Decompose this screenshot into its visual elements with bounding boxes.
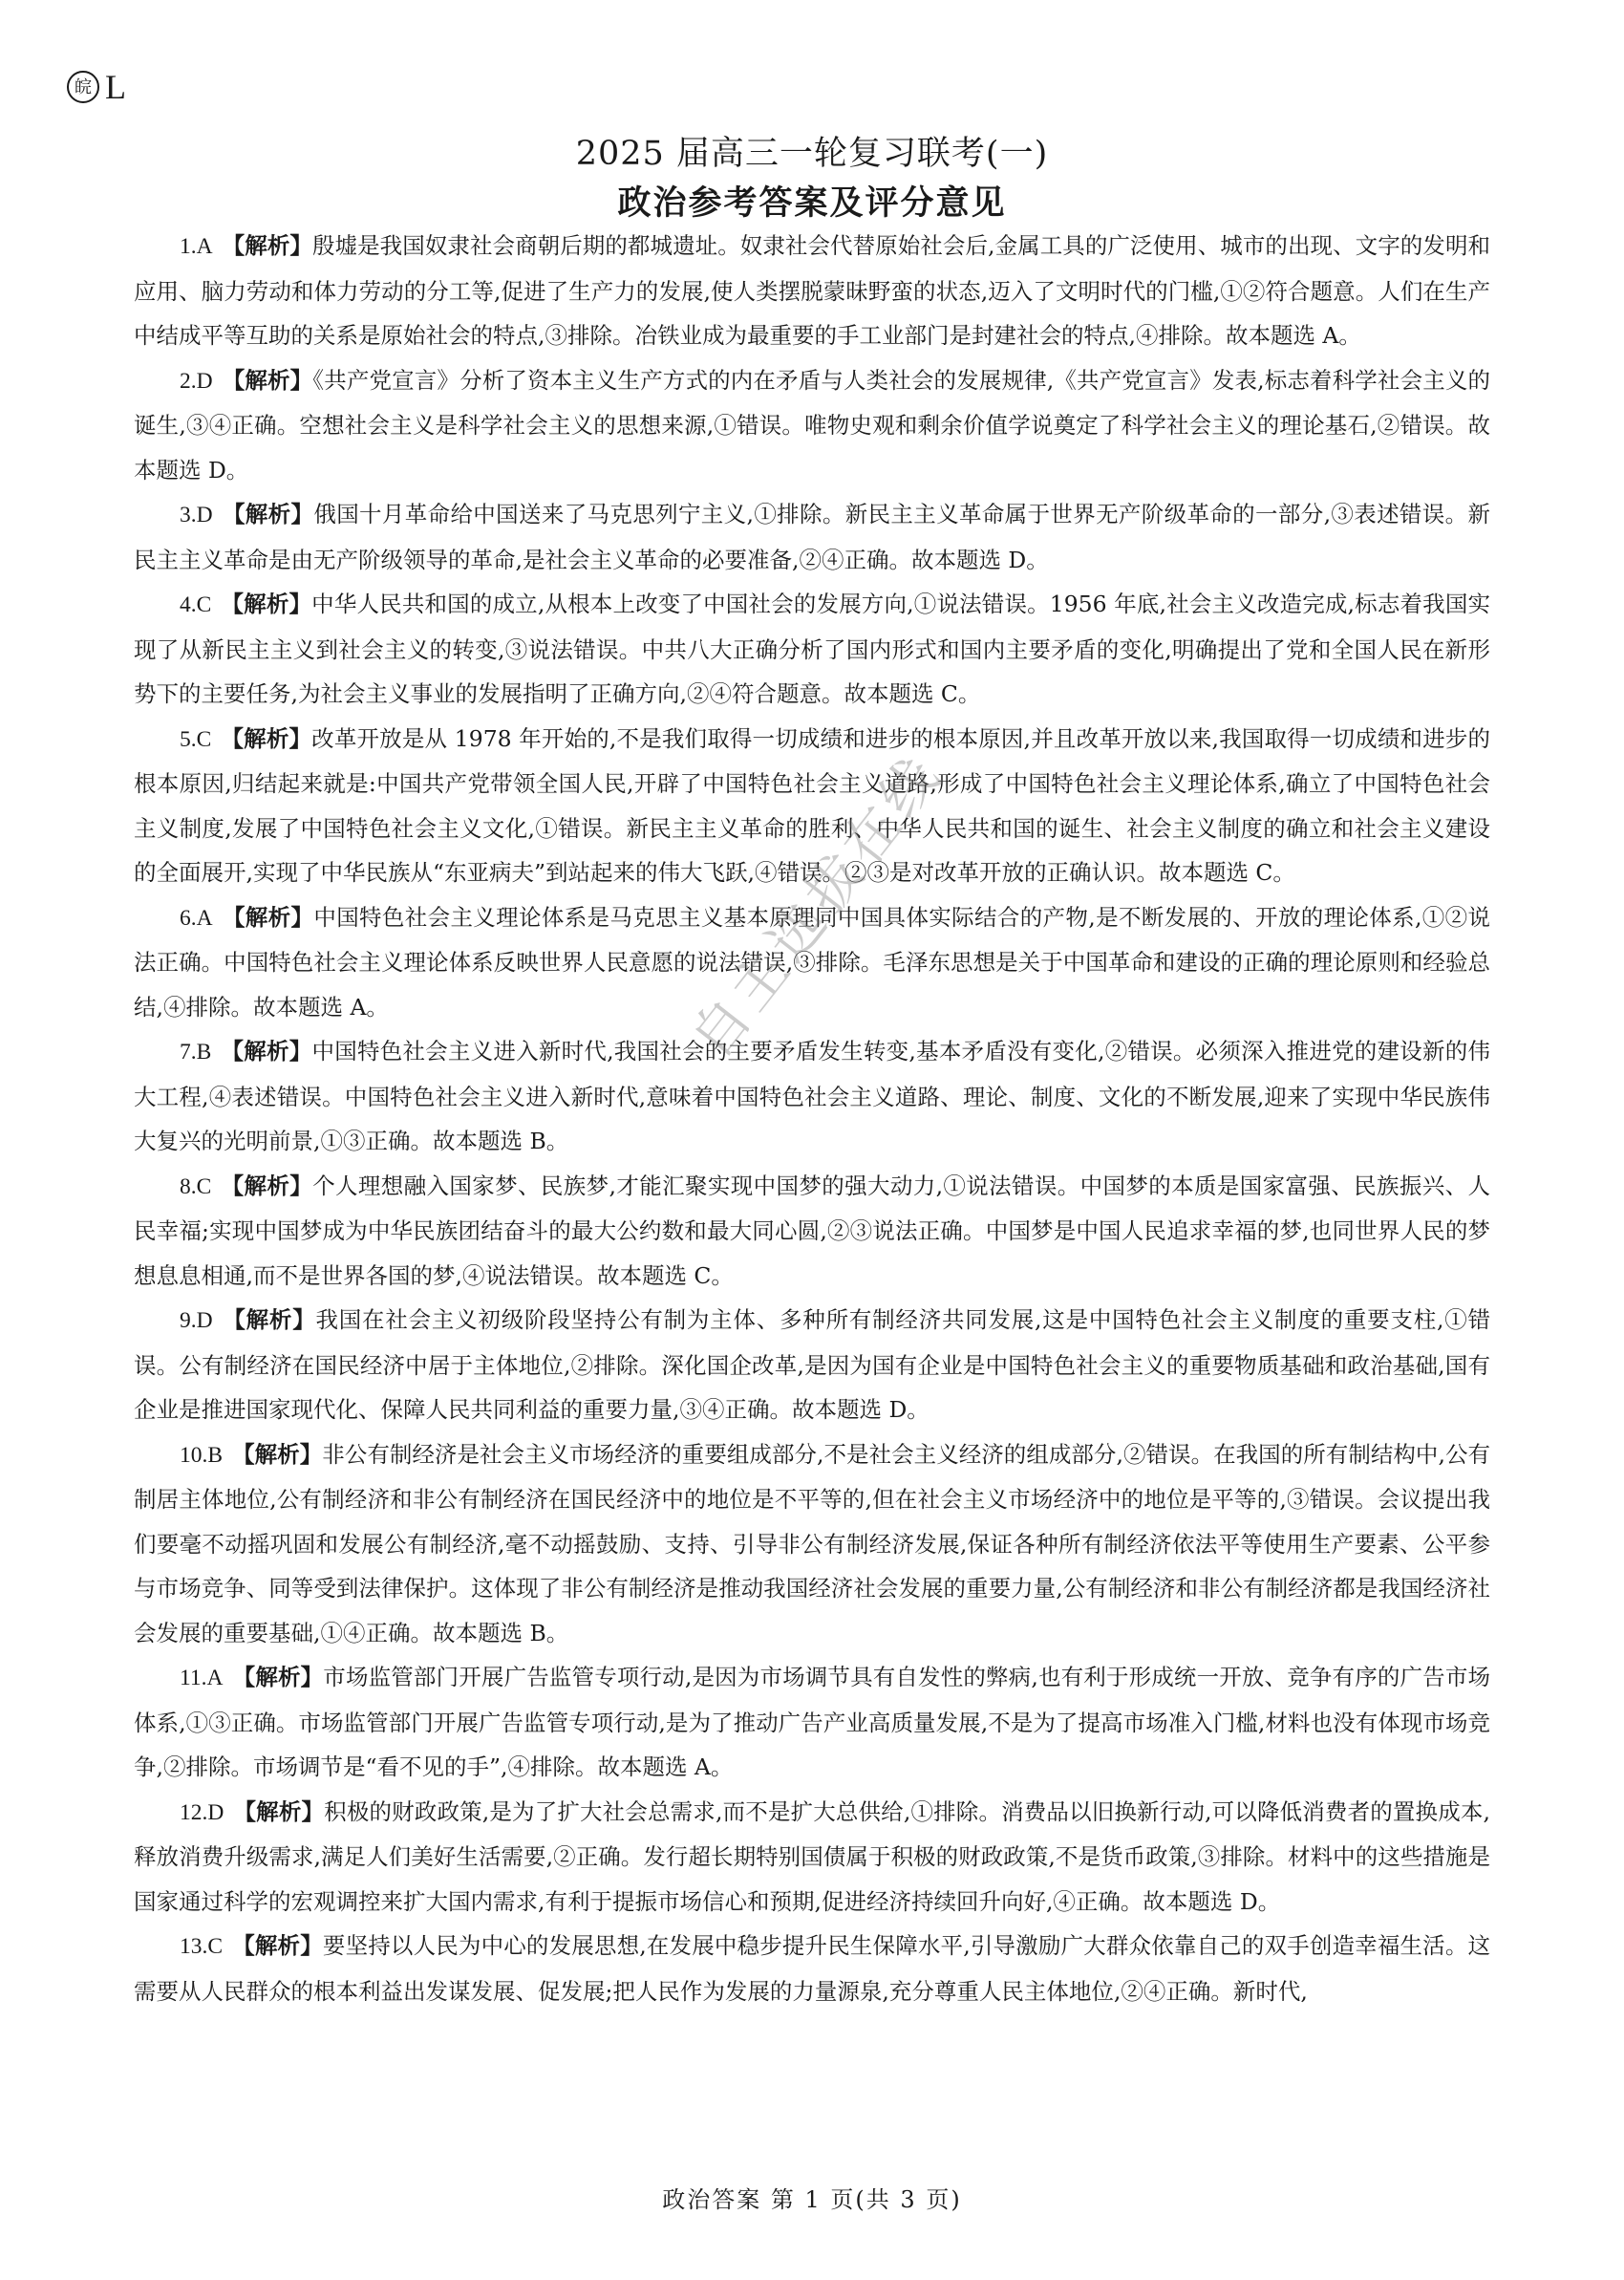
question-number: 6.	[180, 905, 197, 931]
answer-letter: C	[207, 1934, 224, 1959]
answer-letter: C	[196, 1173, 212, 1199]
question-number: 13.	[180, 1934, 208, 1959]
answer-letter: D	[196, 503, 213, 527]
analysis-text: 《共产党宣言》分析了资本主义生产方式的内在矛盾与人类社会的发展规律,《共产党宣言》发表,标志着科学社会主义的诞生,③④正确。空想社会主义是科学社会主义的思想来源,①错误。唯物史观和剩余价值学说奠定了科学社会主义的理论基石,②错误。故本题选 D。	[134, 366, 1490, 484]
question-number: 11.	[180, 1666, 207, 1690]
analysis-text: 中国特色社会主义进入新时代,我国社会的主要矛盾发生转变,基本矛盾没有变化,②错误。必须深入推进党的建设新的伟大工程,④表述错误。中国特色社会主义进入新时代,意味着中国特色社会主义道路、理论、制度、文化的不断发展,迎来了实现中华民族伟大复兴的光明前景,①③正确。故本题选 B。	[134, 1038, 1490, 1154]
analysis-text: 殷墟是我国奴隶社会商朝后期的都城遗址。奴隶社会代替原始社会后,金属工具的广泛使用、城市的出现、文字的发明和应用、脑力劳动和体力劳动的分工等,促进了生产力的发展,使人类摆脱蒙昧野蛮的状态,迈入了文明时代的门槛,①②符合题意。人们在生产中结成平等互助的关系是原始社会的特点,③排除。冶铁业成为最重要的手工业部门是封建社会的特点,④排除。故本题选 A。	[134, 232, 1491, 349]
answer-letter: A	[196, 905, 213, 931]
answer-item-10	[134, 1432, 1490, 1656]
answer-letter: D	[207, 1799, 224, 1825]
answer-letter: D	[196, 368, 213, 394]
analysis-tag: 【解析】	[233, 1797, 325, 1825]
analysis-text: 俄国十月革命给中国送来了马克思列宁主义,①排除。新民主主义革命属于世界无产阶级革命的一部分,③表述错误。新民主主义革命是由无产阶级领导的革命,是社会主义革命的必要准备,②④正确。故本题选 D。	[134, 501, 1490, 573]
edition-letter: L	[105, 68, 126, 106]
analysis-tag: 【解析】	[232, 1932, 323, 1959]
answer-item-1	[134, 224, 1490, 358]
exam-title: 2025 届高三一轮复习联考(一)	[575, 135, 1049, 173]
analysis-text: 改革开放是从 1978 年开始的,不是我们取得一切成绩和进步的根本原因,并且改革开放以来,我国取得一切成绩和进步的根本原因,归结起来就是:中国共产党带领全国人民,开辟了中国特色社会主义道路,形成了中国特色社会主义理论体系,确立了中国特色社会主义制度,发展了中国特色社会主义文化,①错误。新民主主义革命的胜利、中华人民共和国的诞生、社会主义制度的确立和社会主义建设的全面展开,实现了中华民族从“东亚病夫”到站起来的伟大飞跃,④错误。②③是对改革开放的正确认识。故本题选 C。	[134, 724, 1491, 886]
analysis-tag: 【解析】	[222, 232, 312, 259]
question-number: 2.	[180, 368, 197, 394]
analysis-text: 要坚持以人民为中心的发展思想,在发展中稳步提升民生保障水平,引导激励广大群众依靠自己的双手创造幸福生活。这需要从人民群众的根本利益出发谋发展、促发展;把人民作为发展的力量源泉,充分尊重人民主体地位,②④正确。新时代,	[134, 1932, 1490, 2005]
question-number: 4.	[180, 592, 197, 617]
analysis-tag: 【解析】	[232, 1664, 324, 1690]
answer-letter: A	[196, 234, 213, 259]
analysis-tag: 【解析】	[221, 1172, 313, 1199]
answer-item-12	[134, 1790, 1490, 1925]
answer-letter: C	[196, 726, 212, 752]
page-footer: 政治答案 第 1 页(共 3 页)	[662, 2186, 962, 2213]
question-number: 1.	[180, 234, 197, 259]
answer-item-11	[134, 1655, 1490, 1790]
analysis-tag: 【解析】	[222, 1306, 316, 1333]
question-number: 12.	[180, 1799, 208, 1825]
analysis-tag: 【解析】	[221, 724, 312, 752]
edition-seal: 皖	[67, 71, 99, 103]
question-number: 9.	[180, 1308, 197, 1333]
answer-letter: B	[196, 1040, 212, 1065]
answer-letter: C	[196, 592, 212, 617]
question-number: 8.	[180, 1173, 197, 1199]
analysis-text: 我国在社会主义初级阶段坚持公有制为主体、多种所有制经济共同发展,这是中国特色社会主义制度的重要支柱,①错误。公有制经济在国民经济中居于主体地位,②排除。深化国企改革,是因为国有企业是中国特色社会主义的重要物质基础和政治基础,国有企业是推进国家现代化、保障人民共同利益的重要力量,③④正确。故本题选 D。	[134, 1306, 1490, 1423]
analysis-text: 中国特色社会主义理论体系是马克思主义基本原理同中国具体实际结合的产物,是不断发展的、开放的理论体系,①②说法正确。中国特色社会主义理论体系反映世界人民意愿的说法错误,③排除。毛泽东思想是关于中国革命和建设的正确的理论原则和经验总结,④排除。故本题选 A。	[134, 903, 1490, 1021]
answer-item-3	[134, 492, 1490, 582]
answer-list	[134, 224, 1490, 2013]
edition-mark	[67, 67, 126, 107]
analysis-text: 非公有制经济是社会主义市场经济的重要组成部分,不是社会主义经济的组成部分,②错误。在我国的所有制结构中,公有制居主体地位,公有制经济和非公有制经济在国民经济中的地位是不平等的,但在社会主义市场经济中的地位是平等的,③错误。会议提出我们要毫不动摇巩固和发展公有制经济,毫不动摇鼓励、支持、引导非公有制经济发展,保证各种所有制经济依法平等使用生产要素、公平参与市场竞争、同等受到法律保护。这体现了非公有制经济是推动我国经济社会发展的重要力量,公有制经济和非公有制经济都是我国经济社会发展的重要基础,①④正确。故本题选 B。	[134, 1440, 1491, 1646]
answer-letter: A	[206, 1666, 224, 1690]
answer-item-9	[134, 1298, 1490, 1432]
document-subtitle: 政治参考答案及评分意见	[617, 183, 1007, 223]
answer-item-8	[134, 1164, 1490, 1299]
answer-item-7	[134, 1029, 1490, 1164]
analysis-tag: 【解析】	[221, 1038, 312, 1065]
analysis-tag: 【解析】	[222, 366, 313, 394]
analysis-tag: 【解析】	[222, 903, 314, 931]
answer-item-13	[134, 1924, 1490, 2013]
answer-letter: B	[207, 1442, 224, 1468]
question-number: 3.	[180, 503, 197, 527]
analysis-tag: 【解析】	[232, 1440, 323, 1468]
analysis-text: 中华人民共和国的成立,从根本上改变了中国社会的发展方向,①说法错误。1956 年底,社会主义改造完成,标志着我国实现了从新民主主义到社会主义的转变,③说法错误。中共八大正确分析了国内形式和国内主要矛盾的变化,明确提出了党和全国人民在新形势下的主要任务,为社会主义事业的发展指明了正确方向,②④符合题意。故本题选 C。	[134, 591, 1491, 707]
question-number: 7.	[180, 1040, 197, 1065]
watermark: 自主选拔在线	[678, 741, 956, 1070]
analysis-text: 市场监管部门开展广告监管专项行动,是因为市场调节具有自发性的弊病,也有利于形成统一开放、竞争有序的广告市场体系,①③正确。市场监管部门开展广告监管专项行动,是为了推动广告产业高质量发展,不是为了提高市场准入门槛,材料也没有体现市场竞争,②排除。市场调节是“看不见的手”,④排除。故本题选 A。	[134, 1664, 1490, 1780]
title-block	[0, 129, 1624, 228]
analysis-text: 积极的财政政策,是为了扩大社会总需求,而不是扩大总供给,①排除。消费品以旧换新行动,可以降低消费者的置换成本,释放消费升级需求,满足人们美好生活需要,②正确。发行超长期特别国债属于积极的财政政策,不是货币政策,③排除。材料中的这些措施是国家通过科学的宏观调控来扩大国内需求,有利于提振市场信心和预期,促进经济持续回升向好,④正确。故本题选 D。	[134, 1797, 1490, 1915]
answer-item-4	[134, 582, 1490, 717]
question-number: 10.	[180, 1442, 208, 1468]
question-number: 5.	[180, 726, 197, 752]
analysis-tag: 【解析】	[221, 591, 312, 617]
answer-letter: D	[196, 1308, 213, 1333]
answer-item-2	[134, 358, 1490, 493]
analysis-tag: 【解析】	[222, 501, 314, 527]
analysis-text: 个人理想融入国家梦、民族梦,才能汇聚实现中国梦的强大动力,①说法错误。中国梦的本质是国家富强、民族振兴、人民幸福;实现中国梦成为中华民族团结奋斗的最大公约数和最大同心圆,②③说法正确。中国梦是中国人民追求幸福的梦,也同世界人民的梦想息息相通,而不是世界各国的梦,④说法错误。故本题选 C。	[134, 1172, 1490, 1289]
